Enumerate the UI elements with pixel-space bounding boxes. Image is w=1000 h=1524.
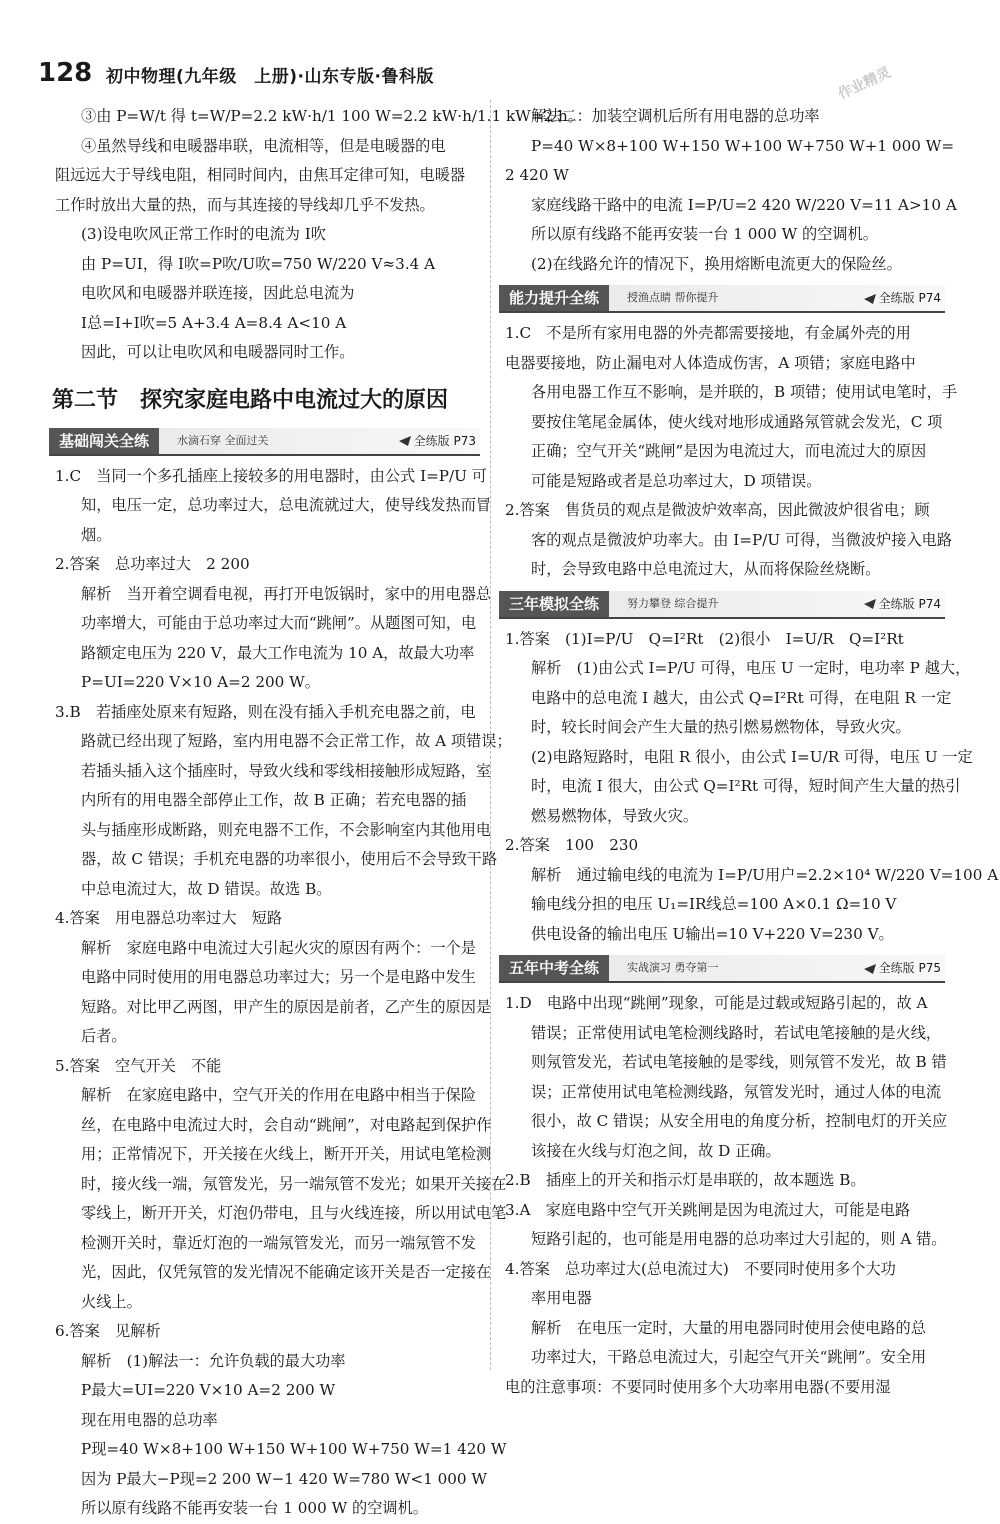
text-line: 零线上，断开开关，灯泡仍带电，且与火线连接，所以用试电笔 [81,1204,507,1222]
text-line: 很小，故 C 错误；从安全用电的角度分析，控制电灯的开关应 [531,1112,948,1130]
text-line: 丝，在电路中电流过大时，会自动“跳闸”，对电路起到保护作 [81,1115,492,1134]
five-year-answers [505,989,948,1402]
text-line: 知，电压一定，总功率过大，总电流就过大，使导线发热而冒 [81,496,492,514]
arrow-icon [864,599,876,609]
banner-slogan: 实战演习 勇夺第一 [627,961,719,974]
text-line: 3.B 若插座处原来有短路，则在没有插入手机充电器之前，电 [55,702,476,721]
text-line: 5.答案 空气开关 不能 [55,1056,222,1075]
text-line: (2)电路短路时，电阻 R 很小，由公式 I=U/R 可得，电压 U 一定 [531,747,973,766]
text-line: 可能是短路或者是总功率过大，D 项错误。 [531,471,822,490]
text-line: 现在用电器的总功率 [81,1410,218,1429]
watermark: 作业精灵 [835,64,894,103]
banner-title: 基础闯关全练 [49,428,159,454]
right-column [505,102,999,1402]
text-line: 烟。 [81,525,112,544]
text-line: ③由 P=W/t 得 t=W/P=2.2 kW·h/1 100 W=2.2 kW·h/1.1 kW=2 h。 [81,107,583,125]
text-line: 所以原有线路不能再安装一台 1 000 W 的空调机。 [81,1499,428,1517]
banner-ref [864,955,941,981]
banner-ref-text: 全练版 P73 [413,433,476,448]
text-line: 家庭线路干路中的电流 I=P/U=2 420 W/220 V=11 A>10 A [531,195,957,214]
text-line: 2.答案 售货员的观点是微波炉效率高，因此微波炉很省电；顾 [505,501,930,519]
text-line: 时，电流 I 很大，由公式 Q=I²Rt 可得，短时间产生大量的热引 [531,777,961,795]
text-line: 中总电流过大，故 D 错误。故选 B。 [81,879,332,898]
text-line: 因为 P最大−P现=2 200 W−1 420 W=780 W<1 000 W [81,1469,488,1488]
text-line: 解析 通过输电线的电流为 I=P/U用户=2.2×10⁴ W/220 V=100 A [531,865,999,884]
text-line: 正确；空气开关“跳闸”是因为电流过大，而电流过大的原因 [531,442,927,460]
text-line: 1.D 电路中出现“跳闸”现象，可能是过载或短路引起的，故 A [505,994,928,1012]
text-line: 解析 家庭电路中电流过大引起火灾的原因有两个：一个是 [81,938,476,957]
text-line: 4.答案 总功率过大(总电流过大) 不要同时使用多个大功 [505,1259,896,1278]
text-line: 电路中同时使用的用电器总功率过大；另一个是电路中发生 [81,968,476,986]
text-line: 2.答案 100 230 [505,836,639,854]
text-line: 2.B 插座上的开关和指示灯是串联的，故本题选 B。 [505,1171,866,1189]
text-line: 时，接火线一端，氖管发光，另一端氖管不发光；如果开关接在 [81,1174,507,1193]
text-line: 电器要接地，防止漏电对人体造成伤害，A 项错；家庭电路中 [505,353,916,372]
text-line: 功率过大，干路总电流过大，引起空气开关“跳闸”。安全用 [531,1348,927,1366]
banner-ref-text: 全练版 P75 [878,961,941,975]
text-line: 路就已经出现了短路，室内用电器不会正常工作，故 A 项错误； [81,732,512,750]
text-line: 时，会导致电路中总电流过大，从而将保险丝烧断。 [531,560,881,578]
text-line: 误；正常使用试电笔检测线路，氖管发光时，通过人体的电流 [531,1082,942,1101]
text-line: 时，较长时间会产生大量的热引燃易燃物体，导致火灾。 [531,718,911,736]
three-year-answers [505,625,999,950]
banner-slogan: 努力攀登 综合提升 [627,596,719,610]
text-line: 客的观点是微波炉功率大。由 I=P/U 可得，当微波炉接入电路 [531,530,953,549]
text-line: ④虽然导线和电暖器串联，电流相等，但是电暖器的电 [81,136,446,155]
text-line: I总=I+I吹=5 A+3.4 A=8.4 A<10 A [81,313,347,332]
text-line: 各用电器工作互不影响，是并联的，B 项错；使用试电笔时，手 [531,383,958,401]
right-continued-answers [505,102,957,279]
banner-slogan: 水滴石穿 全面过关 [177,433,269,447]
banner-ref [864,285,941,311]
text-line: (3)设电吹风正常工作时的电流为 I吹 [81,225,326,243]
text-line: 则氖管发光，若试电笔接触的是零线，则氖管不发光，故 B 错 [531,1053,947,1071]
banner-three-year [499,591,945,619]
text-line: 火线上。 [81,1292,142,1311]
text-line: 解析 在电压一定时，大量的用电器同时使用会使电路的总 [531,1318,926,1337]
text-line: 2.答案 总功率过大 2 200 [55,555,250,573]
text-line: 率用电器 [531,1289,592,1307]
text-line: 1.C 不是所有家用电器的外壳都需要接地，有金属外壳的用 [505,324,911,342]
text-line: 2 420 W [505,166,569,184]
banner-title: 五年中考全练 [499,955,609,981]
text-line: 因此，可以让电吹风和电暖器同时工作。 [81,343,355,361]
text-line: 由 P=UI，得 I吹=P吹/U吹=750 W/220 V≈3.4 A [81,254,436,273]
ability-answers [505,319,958,585]
arrow-icon [864,294,876,304]
banner-ref-text: 全练版 P74 [878,596,941,611]
banner-ability [499,285,945,313]
text-line: (2)在线路允许的情况下，换用熔断电流更大的保险丝。 [531,254,902,273]
text-line: P=UI=220 V×10 A=2 200 W。 [81,673,320,691]
left-answers [55,462,512,1524]
text-line: 检测开关时，靠近灯泡的一端氖管发光，而另一端氖管不发 [81,1233,476,1252]
banner-ref [399,428,476,454]
text-line: 错误；正常使用试电笔检测线路时，若试电笔接触的是火线， [531,1023,942,1042]
text-line: 燃易燃物体，导致火灾。 [531,806,699,825]
banner-title: 能力提升全练 [499,285,609,311]
text-line: 器，故 C 错误；手机充电器的功率很小，使用后不会导致干路 [81,850,498,868]
text-line: 该接在火线与灯泡之间，故 D 正确。 [531,1141,781,1160]
text-line: P=40 W×8+100 W+150 W+100 W+750 W+1 000 W= [531,136,955,155]
banner-five-year [499,955,945,983]
text-line: 电路中的总电流 I 越大，由公式 Q=I²Rt 可得，在电阻 R 一定 [531,688,952,707]
text-line: 供电设备的输出电压 U输出=10 V+220 V=230 V。 [531,924,894,943]
text-line: 电吹风和电暖器并联连接，因此总电流为 [81,284,355,302]
text-line: 输电线分担的电压 U₁=IR线总=100 A×0.1 Ω=10 V [531,895,897,913]
banner-slogan: 授渔点睛 帮你提升 [627,291,719,304]
book-title: 初中物理(九年级 上册)·山东专版·鲁科版 [106,67,434,87]
text-line: 功率增大，可能由于总功率过大而“跳闸”。从题图可知，电 [81,614,477,632]
banner-ref [864,591,941,617]
page-header [38,58,958,94]
text-line: 短路引起的，也可能是用电器的总功率过大引起的，则 A 错。 [531,1230,947,1248]
text-line: 内所有的用电器全部停止工作，故 B 正确；若充电器的插 [81,791,467,809]
banner-title: 三年模拟全练 [499,591,609,617]
text-line: 路额定电压为 220 V，最大工作电流为 10 A，故最大功率 [81,643,475,662]
text-line: 解析 当开着空调看电视，再打开电饭锅时，家中的用电器总 [81,584,492,603]
text-line: 1.C 当同一个多孔插座上接较多的用电器时，由公式 I=P/U 可 [55,466,487,485]
text-line: 阻远远大于导线电阻，相同时间内，由焦耳定律可知，电暖器 [55,166,466,184]
arrow-icon [864,964,876,974]
text-line: 4.答案 用电器总功率过大 短路 [55,909,283,927]
arrow-icon [399,436,411,446]
text-line: 解法二：加装空调机后所有用电器的总功率 [531,107,820,125]
text-line: 1.答案 (1)I=P/U Q=I²Rt (2)很小 I=U/R Q=I²Rt [505,629,904,648]
text-line: 解析 (1)解法一：允许负载的最大功率 [81,1351,346,1370]
text-line: 6.答案 见解析 [55,1322,161,1340]
text-line: 解析 在家庭电路中，空气开关的作用在电路中相当于保险 [81,1086,476,1104]
section-title: 第二节 探究家庭电路中电流过大的原因 [52,387,449,413]
text-line: 若插头插入这个插座时，导致火线和零线相接触形成短路，室 [81,761,492,780]
text-line: P现=40 W×8+100 W+150 W+100 W+750 W=1 420 W [81,1440,507,1458]
text-line: 3.A 家庭电路中空气开关跳闸是因为电流过大，可能是电路 [505,1200,911,1219]
text-line: 电的注意事项：不要同时使用多个大功率用电器(不要用湿 [505,1377,891,1396]
banner-ref-text: 全练版 P74 [878,291,941,305]
text-line: 光，因此，仅凭氖管的发光情况不能确定该开关是否一定接在 [81,1263,492,1281]
page-number: 128 [38,58,93,88]
text-line: 用；正常情况下，开关接在火线上，断开开关，用试电笔检测 [81,1145,492,1163]
text-line: 要按住笔尾金属体，使火线对地形成通路氖管就会发光，C 项 [531,412,943,431]
banner-basic [49,428,480,456]
text-line: 解析 (1)由公式 I=P/U 可得，电压 U 一定时，电功率 P 越大， [531,659,971,677]
text-line: 头与插座形成断路，则充电器不工作，不会影响室内其他用电 [81,820,492,839]
text-line: 所以原有线路不能再安装一台 1 000 W 的空调机。 [531,225,878,243]
text-line: P最大=UI=220 V×10 A=2 200 W [81,1381,336,1399]
text-line: 短路。对比甲乙两图，甲产生的原因是前者，乙产生的原因是 [81,997,492,1016]
text-line: 工作时放出大量的热，而与其连接的导线却几乎不发热。 [55,195,435,214]
text-line: 后者。 [81,1027,127,1045]
